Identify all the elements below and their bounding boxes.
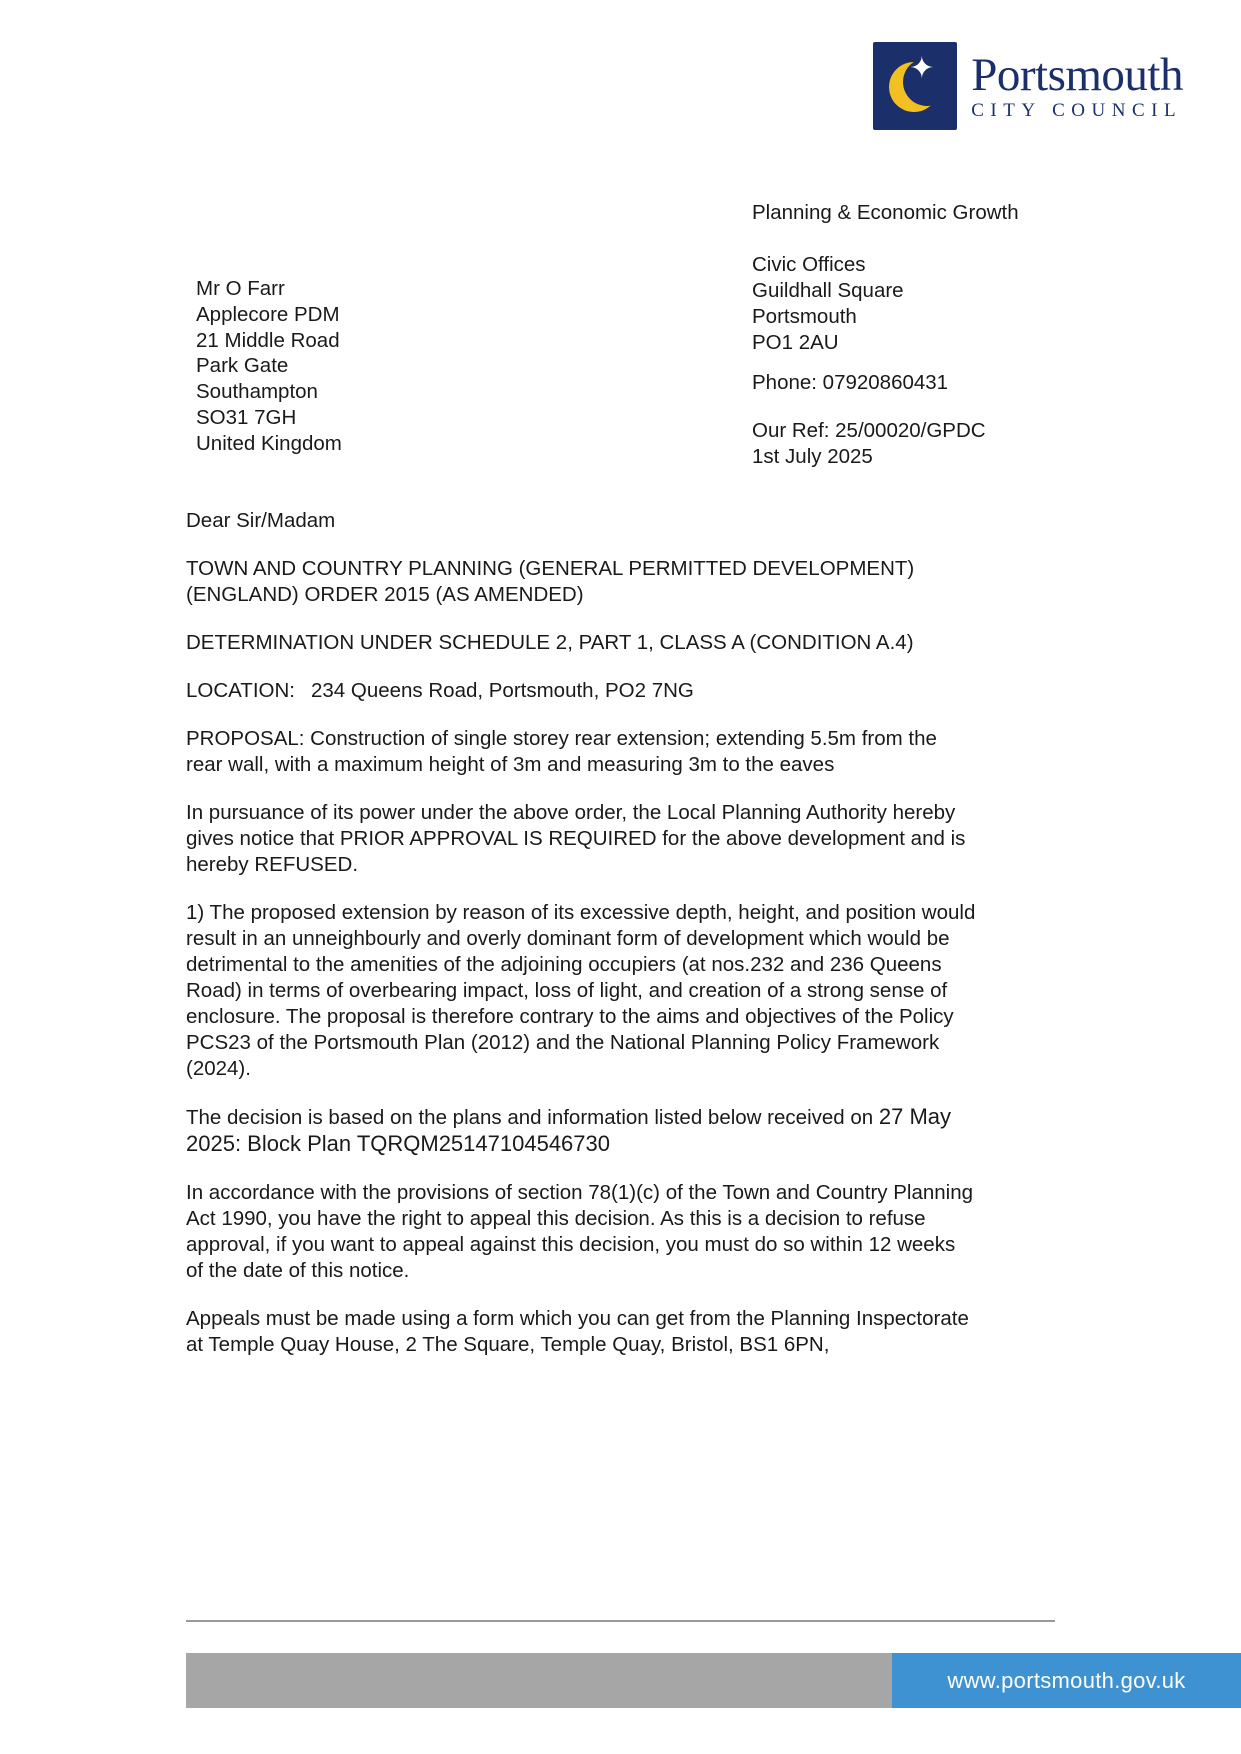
department-name: Planning & Economic Growth (752, 201, 1019, 224)
logo-title: Portsmouth (971, 49, 1183, 101)
website-url[interactable]: www.portsmouth.gov.uk (892, 1653, 1241, 1708)
proposal-text: PROPOSAL: Construction of single storey rear extension; extending 5.5m from the rear wall, with a maximum height of 3m and measuring 3m to the eaves (186, 727, 937, 776)
logo-subtitle: CITY COUNCIL (971, 100, 1183, 121)
pursuance-text: In pursuance of its power under the above order, the Local Planning Authority hereby gives notice that PRIOR APPROVAL IS REQUIRED for the above development and is hereby REFUSED. (186, 801, 966, 876)
logo-wordmark (971, 50, 1183, 122)
decision-basis (186, 1104, 976, 1158)
location-value: 234 Queens Road, Portsmouth, PO2 7NG (310, 679, 694, 702)
location-line (186, 678, 976, 704)
star-icon: ✦ (909, 52, 935, 85)
decision-basis-prefix: The decision is based on the plans and information listed below received on (186, 1106, 879, 1129)
act-heading: TOWN AND COUNTRY PLANNING (GENERAL PERMITTED DEVELOPMENT) (ENGLAND) ORDER 2015 (AS AMENDED) (186, 557, 915, 606)
determination-heading: DETERMINATION UNDER SCHEDULE 2, PART 1, CLASS A (CONDITION A.4) (186, 631, 914, 654)
council-address: Civic Offices Guildhall Square Portsmouth PO1 2AU (752, 253, 904, 354)
footer-divider (186, 1620, 1055, 1622)
phone-number: Phone: 07920860431 (752, 371, 949, 394)
crescent-moon-star-icon (873, 42, 957, 130)
salutation: Dear Sir/Madam (186, 509, 336, 532)
decision-basis-plans: 27 May 2025: Block Plan TQRQM25147104546730 (186, 1104, 952, 1156)
reference-and-date (752, 418, 986, 470)
letter-date: 1st July 2025 (752, 445, 873, 468)
appeal-rights-text: In accordance with the provisions of section 78(1)(c) of the Town and Country Planning Act 1990, you have the right to appeal this decision. As this is a decision to refuse approval, if you want to appeal against this decision, you must do so within 12 weeks of the date of this notice. (186, 1181, 974, 1282)
recipient-address: Mr O Farr Applecore PDM 21 Middle Road Park Gate Southampton SO31 7GH United Kingdom (196, 277, 342, 455)
letter-body (186, 508, 976, 1380)
our-ref: Our Ref: 25/00020/GPDC (752, 419, 986, 442)
appeal-form-text: Appeals must be made using a form which you can get from the Planning Inspectorate at Temple Quay House, 2 The Square, Temple Quay, Bristol, BS1 6PN, (186, 1307, 969, 1356)
refusal-reason-1: 1) The proposed extension by reason of its excessive depth, height, and position would result in an unneighbourly and overly dominant form of development which would be detrimental to the amenities of the adjoining occupiers (at nos.232 and 236 Queens Road) in terms of overbearing impact, loss of light, and creation of a strong sense of enclosure. The proposal is therefore contrary to the aims and objectives of the Policy PCS23 of the Portsmouth Plan (2012) and the National Planning Policy Framework (2024). (186, 901, 976, 1080)
location-label: LOCATION: (186, 679, 295, 702)
portsmouth-city-council-logo (873, 42, 1183, 130)
